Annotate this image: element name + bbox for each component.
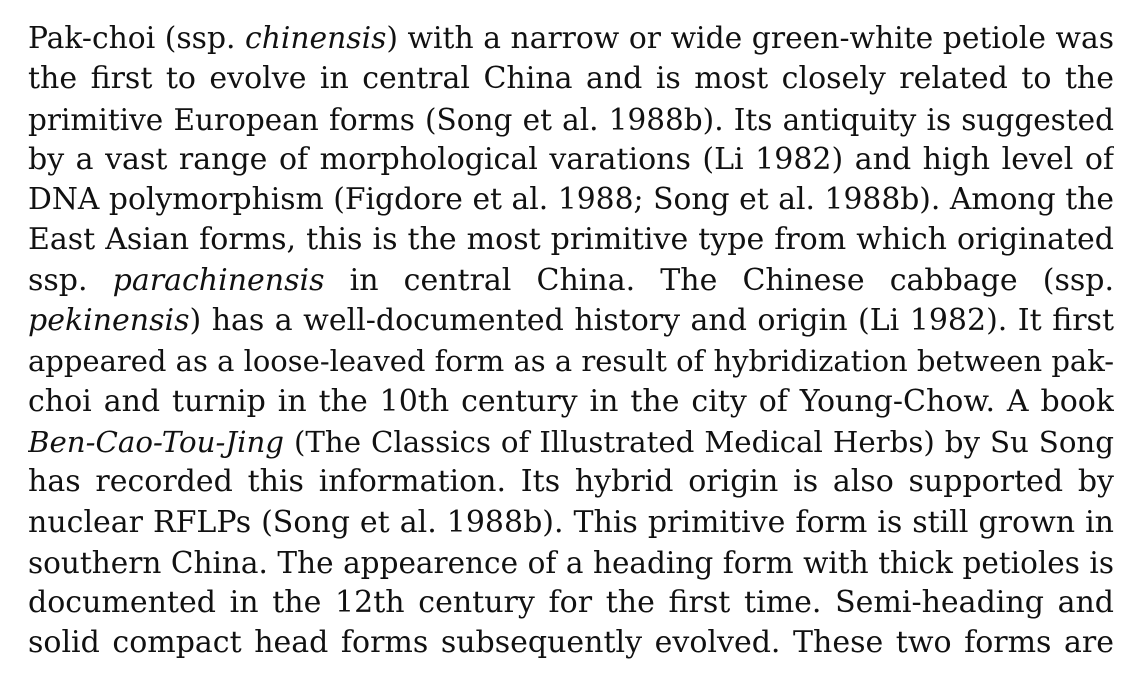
text-line xyxy=(28,422,1114,462)
text-segment: in central China. The Chinese cabbage (ssp. xyxy=(324,262,1114,298)
text-line xyxy=(28,261,1114,301)
text-segment: ) has a well-documented history and origin (Li 1982). It first xyxy=(189,303,1114,339)
text-segment: choi and turnip in the 10th century in the city of Young-Chow. A book xyxy=(28,383,1114,419)
text-segment: nuclear RFLPs (Song et al. 1988b). This primitive form is still grown in xyxy=(28,504,1114,540)
text-line xyxy=(28,382,1114,422)
italic-term: chinensis xyxy=(245,21,387,56)
text-line xyxy=(28,301,1114,341)
text-line xyxy=(28,623,1114,663)
text-line xyxy=(28,341,1114,381)
text-line xyxy=(28,180,1114,220)
text-segment: the first to evolve in central China and is most closely related to the xyxy=(28,61,1114,97)
text-segment: ssp. xyxy=(28,262,113,298)
text-line xyxy=(28,100,1114,140)
italic-term: Ben-Cao-Tou-Jing xyxy=(28,424,285,459)
text-line xyxy=(28,19,1114,59)
text-segment: ) with a narrow or wide green-white petiole was xyxy=(386,21,1114,56)
text-line xyxy=(28,59,1114,99)
text-segment: primitive European forms (Song et al. 1988b). Its antiquity is suggested xyxy=(28,102,1114,137)
italic-term: pekinensis xyxy=(28,303,190,339)
text-line xyxy=(28,503,1114,543)
text-line xyxy=(28,583,1114,623)
text-line xyxy=(28,543,1114,583)
text-segment: has recorded this information. Its hybrid origin is also supported by xyxy=(28,464,1114,500)
text-segment: appeared as a loose-leaved form as a result of hybridization between pak- xyxy=(28,344,1114,379)
text-segment: (The Classics of Illustrated Medical Herbs) by Su Song xyxy=(284,424,1114,459)
text-segment: solid compact head forms subsequently evolved. These two forms are xyxy=(28,625,1114,661)
text-line xyxy=(28,220,1114,260)
text-segment: DNA polymorphism (Figdore et al. 1988; Song et al. 1988b). Among the xyxy=(28,182,1114,218)
text-segment: Pak-choi (ssp. xyxy=(28,21,246,56)
text-segment: by a vast range of morphological varations (Li 1982) and high level of xyxy=(28,141,1114,177)
text-segment: documented in the 12th century for the first time. Semi-heading and xyxy=(28,585,1114,621)
text-line xyxy=(28,462,1114,502)
body-paragraph xyxy=(28,19,1114,664)
text-line xyxy=(28,140,1114,180)
text-segment: southern China. The appearence of a heading form with thick petioles is xyxy=(28,545,1114,580)
text-segment: East Asian forms, this is the most primitive type from which originated xyxy=(28,222,1114,258)
italic-term: parachinensis xyxy=(112,262,325,298)
